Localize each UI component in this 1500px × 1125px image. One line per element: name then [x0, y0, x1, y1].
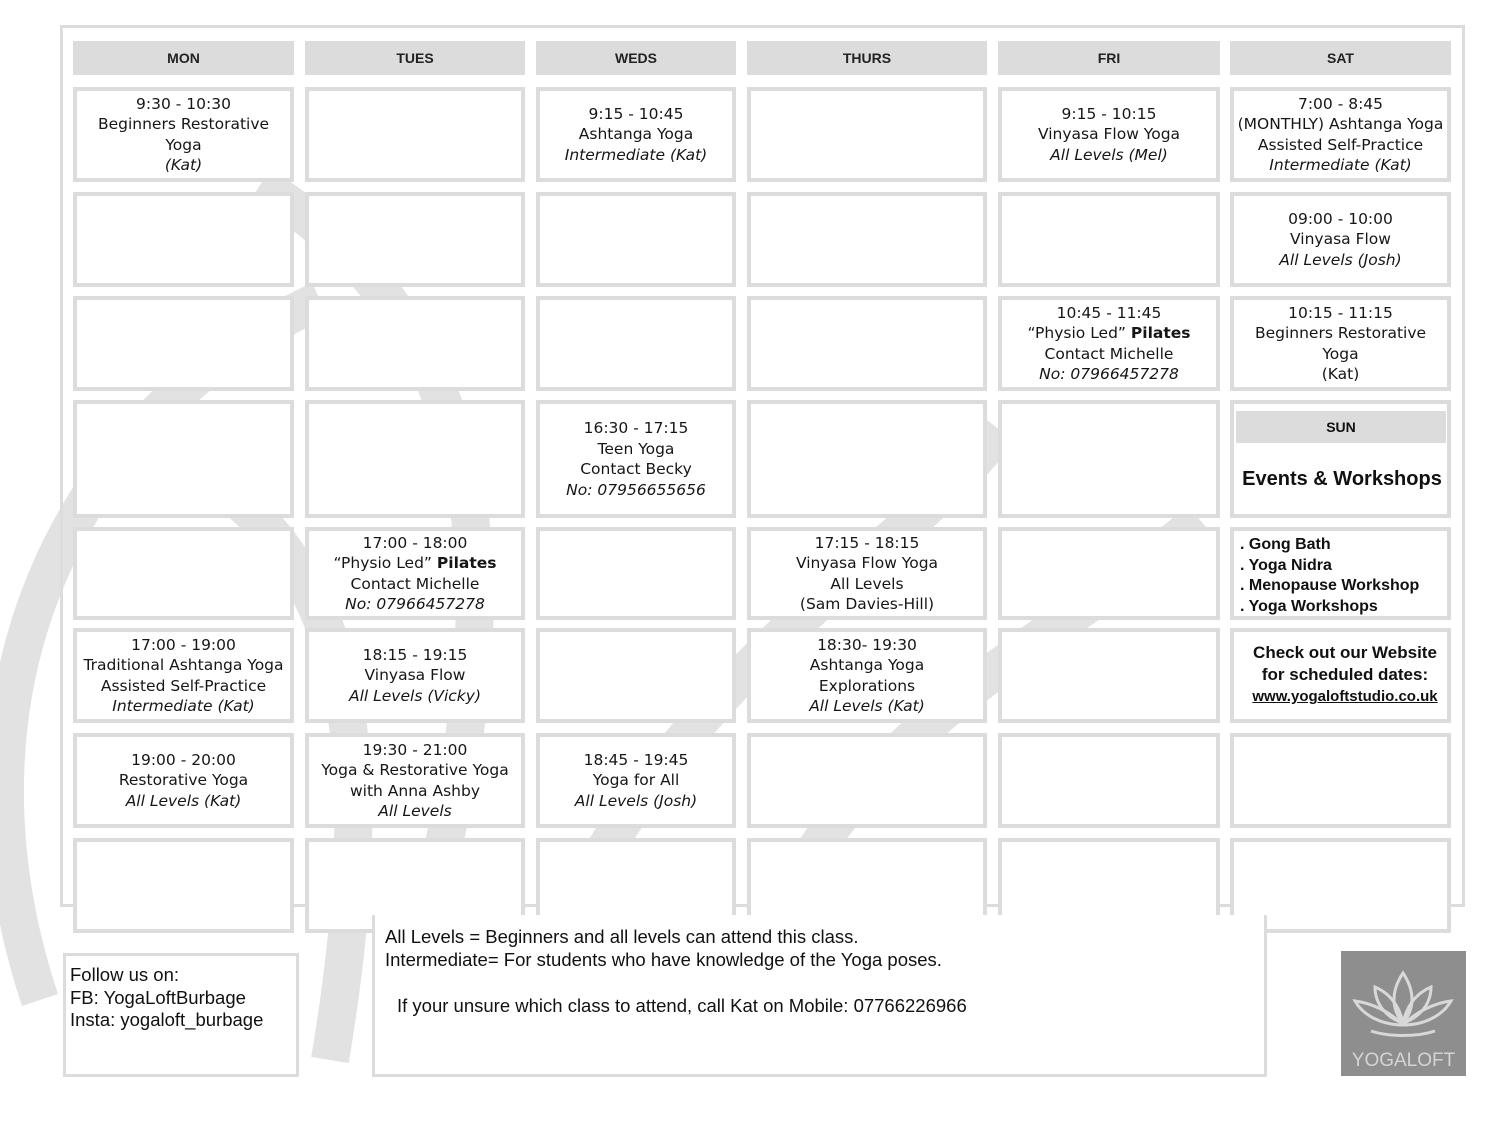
class-level: (Kat) — [164, 156, 203, 174]
class-time: 19:00 - 20:00 — [131, 750, 236, 769]
empty-cell — [73, 296, 294, 391]
day-header-thurs: THURS — [747, 41, 987, 75]
class-time: 17:00 - 19:00 — [131, 635, 236, 654]
website-line-1: Check out our Website — [1253, 643, 1437, 662]
legend-all-levels: All Levels = Beginners and all levels can attend this class. — [385, 926, 859, 947]
class-name-prefix: “Physio Led” — [1027, 324, 1131, 342]
class-time: 9:15 - 10:15 — [1061, 104, 1157, 123]
class-time: 18:15 - 19:15 — [362, 645, 468, 664]
class-name: Restorative Yoga — [118, 771, 249, 790]
class-time: 10:45 - 11:45 — [1056, 303, 1162, 322]
class-cell-mon-r7 — [73, 733, 294, 828]
class-time: 17:15 - 18:15 — [814, 533, 920, 552]
class-name: Yoga for All — [592, 771, 680, 790]
class-level: No: 07966457278 — [345, 595, 485, 613]
empty-cell — [73, 527, 294, 620]
class-time: 18:30- 19:30 — [817, 635, 917, 654]
class-cell-thu-r6 — [747, 628, 987, 723]
class-cell-tue-r6 — [305, 628, 525, 723]
empty-cell — [747, 87, 987, 182]
class-level: All Levels (Josh) — [574, 791, 698, 810]
social-box — [63, 953, 299, 1077]
class-name: Vinyasa Flow Yoga — [795, 554, 939, 572]
class-time: 19:30 - 21:00 — [362, 740, 468, 759]
class-name-bold: Pilates — [436, 554, 497, 572]
class-level: All Levels (Kat) — [809, 697, 925, 715]
class-name: Beginners Restorative Yoga — [1254, 324, 1427, 363]
day-header-sun: SUN — [1236, 411, 1446, 443]
empty-cell — [747, 733, 987, 828]
empty-cell — [305, 400, 525, 518]
empty-cell — [998, 733, 1220, 828]
empty-cell — [747, 400, 987, 518]
class-name: (MONTHLY) Ashtanga Yoga — [1237, 115, 1444, 133]
class-time: 10:15 - 11:15 — [1288, 303, 1393, 322]
class-name-prefix: “Physio Led” — [333, 554, 437, 572]
class-name: Ashtanga Yoga — [809, 656, 925, 674]
class-time: 09:00 - 10:00 — [1288, 209, 1393, 228]
class-extra: with Anna Ashby — [349, 781, 480, 800]
empty-cell — [536, 628, 736, 723]
website-link[interactable]: www.yogaloftstudio.co.uk — [1252, 688, 1438, 705]
class-extra: Assisted Self-Practice — [100, 676, 267, 695]
class-cell-wed-r4 — [536, 400, 736, 518]
facebook-handle: FB: YogaLoftBurbage — [70, 986, 246, 1008]
class-cell-sat-r3 — [1230, 296, 1451, 391]
class-extra: Explorations — [818, 676, 916, 695]
yogaloft-logo — [1341, 951, 1466, 1076]
day-header-mon: MON — [73, 41, 294, 75]
logo-text: YOGALOFT — [1351, 1050, 1456, 1071]
class-name: Yoga & Restorative Yoga — [321, 761, 509, 779]
class-name: Ashtanga Yoga — [578, 125, 694, 144]
class-extra: Contact Michelle — [350, 574, 480, 593]
empty-cell — [305, 296, 525, 391]
legend-contact: If your unsure which class to attend, call Kat on Mobile: 07766226966 — [397, 995, 967, 1016]
class-name: Teen Yoga — [597, 439, 675, 458]
class-instructor: (Sam Davies-Hill) — [799, 595, 935, 613]
empty-cell — [305, 192, 525, 287]
class-level: All Levels (Josh) — [1279, 250, 1402, 269]
class-cell-mon-r1 — [73, 87, 294, 182]
empty-cell — [536, 527, 736, 620]
empty-cell — [73, 192, 294, 287]
class-name — [334, 553, 497, 574]
class-extra: Assisted Self-Practice — [1257, 135, 1424, 154]
lotus-icon — [1341, 951, 1466, 1051]
class-cell-wed-r7 — [536, 733, 736, 828]
class-cell-tue-r5 — [305, 527, 525, 620]
class-time: 9:15 - 10:45 — [588, 104, 684, 123]
class-level: Intermediate (Kat) — [112, 697, 255, 715]
day-header-tues: TUES — [305, 41, 525, 75]
day-header-sat: SAT — [1230, 41, 1451, 75]
class-cell-sat-r2 — [1230, 192, 1451, 287]
empty-cell — [1230, 733, 1451, 828]
class-extra: Contact Michelle — [1044, 344, 1174, 363]
empty-cell — [73, 838, 294, 933]
class-name: Vinyasa Flow — [1290, 230, 1391, 249]
class-level: Intermediate (Kat) — [1269, 156, 1412, 174]
class-time: 16:30 - 17:15 — [583, 419, 689, 437]
instagram-handle: Insta: yogaloft_burbage — [70, 1009, 264, 1030]
class-extra: All Levels — [830, 574, 904, 593]
class-level: No: 07956655656 — [566, 480, 706, 499]
class-cell-mon-r6 — [73, 628, 294, 723]
empty-cell — [998, 400, 1220, 518]
class-cell-fri-r3 — [998, 296, 1220, 391]
website-line-2: for scheduled dates: — [1261, 665, 1429, 684]
list-item: . Yoga Workshops — [1240, 597, 1378, 615]
class-time: 18:45 - 19:45 — [583, 750, 689, 769]
empty-cell — [998, 192, 1220, 287]
class-name: Beginners Restorative Yoga — [97, 115, 270, 154]
class-level: All Levels (Mel) — [1050, 145, 1168, 164]
class-time: 9:30 - 10:30 — [136, 94, 231, 113]
empty-cell — [305, 87, 525, 182]
class-time: 17:00 - 18:00 — [362, 533, 468, 552]
empty-cell — [747, 192, 987, 287]
empty-cell — [73, 400, 294, 518]
day-header-fri: FRI — [998, 41, 1220, 75]
website-info — [1234, 642, 1456, 708]
empty-cell — [998, 527, 1220, 620]
social-heading: Follow us on: — [70, 964, 179, 985]
class-extra: Contact Becky — [580, 460, 692, 478]
class-name: Vinyasa Flow Yoga — [1037, 125, 1181, 144]
class-level: All Levels (Kat) — [125, 791, 242, 810]
list-item: . Menopause Workshop — [1240, 577, 1420, 594]
class-level: All Levels (Vicky) — [348, 686, 481, 705]
list-item: . Gong Bath — [1240, 536, 1331, 553]
empty-cell — [998, 628, 1220, 723]
legend-intermediate: Intermediate= For students who have knowledge of the Yoga poses. — [385, 949, 942, 970]
class-name: Traditional Ashtanga Yoga — [83, 656, 284, 674]
class-cell-wed-r1 — [536, 87, 736, 182]
class-cell-tue-r7 — [305, 733, 525, 828]
class-name: Vinyasa Flow — [364, 666, 466, 685]
day-header-weds: WEDS — [536, 41, 736, 75]
list-item: . Yoga Nidra — [1240, 556, 1332, 574]
class-cell-sat-r1 — [1230, 87, 1451, 182]
empty-cell — [747, 296, 987, 391]
events-list — [1240, 535, 1419, 617]
class-cell-fri-r1 — [998, 87, 1220, 182]
events-title: Events & Workshops — [1242, 468, 1442, 490]
class-level: Intermediate (Kat) — [564, 145, 708, 164]
class-cell-thu-r5 — [747, 527, 987, 620]
empty-cell — [536, 192, 736, 287]
class-level: No: 07966457278 — [1039, 365, 1179, 383]
class-time: 7:00 - 8:45 — [1297, 94, 1384, 113]
class-name-bold: Pilates — [1130, 324, 1191, 342]
class-level: All Levels — [378, 802, 452, 820]
class-extra: (Kat) — [1321, 365, 1360, 383]
legend-box — [372, 915, 1267, 1077]
empty-cell — [536, 296, 736, 391]
class-name — [1028, 323, 1191, 344]
